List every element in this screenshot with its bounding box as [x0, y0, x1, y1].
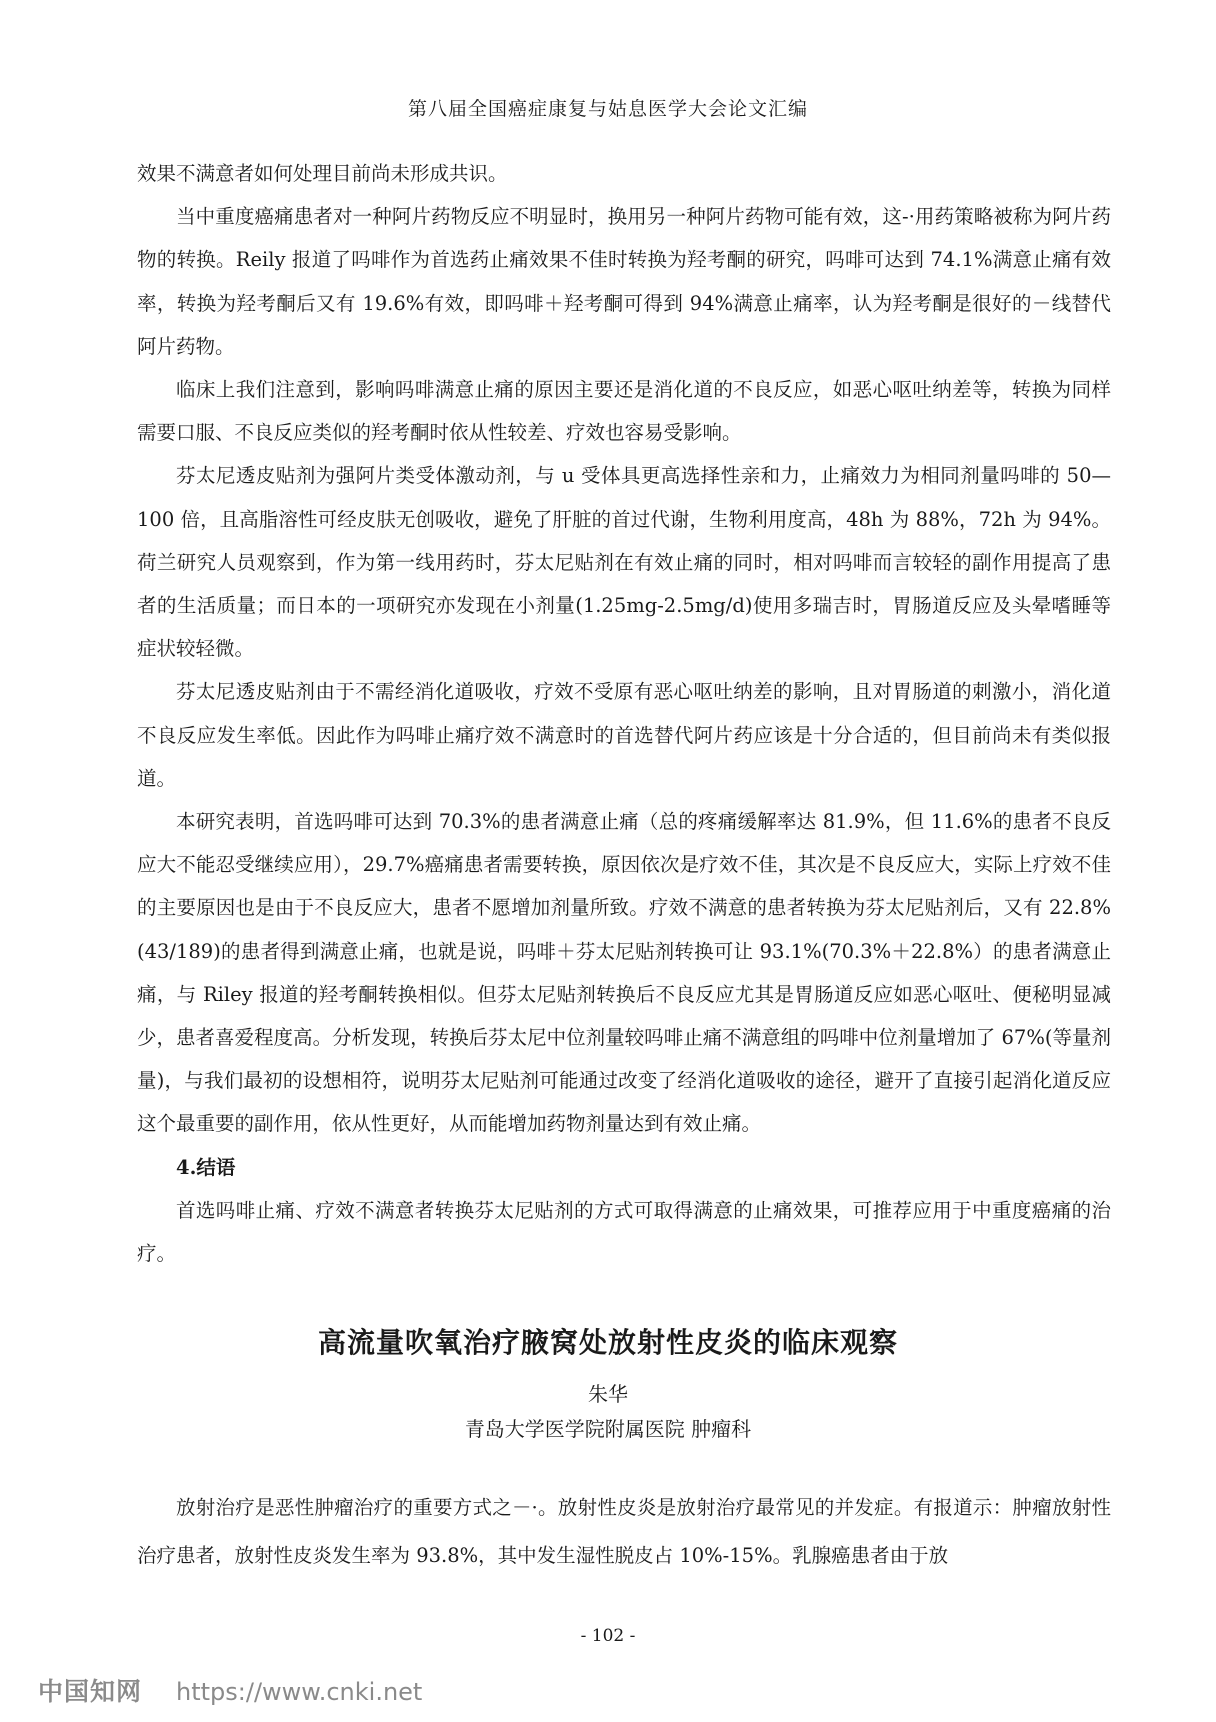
- running-header: 第八届全国癌症康复与姑息医学大会论文汇编: [407, 98, 808, 120]
- body-paragraph: 本研究表明，首选吗啡可达到 70.3%的患者满意止痛（总的疼痛缓解率达 81.9%，但 11.6%的患者不良反应大不能忍受继续应用），29.7%癌痛患者需要转换，原因依次是疗效不佳，其次是不良反应大，实际上疗效不佳的主要原因也是由于不良反应大，患者不愿增加剂量所致。疗效不满意的患者转换为芬太尼贴剂后，又有 22.8%(43/189)的患者得到满意止痛，也就是说，吗啡＋芬太尼贴剂转换可让 93.1%(70.3%＋22.8%）的患者满意止痛，与 Riley 报道的羟考酮转换相似。但芬太尼贴剂转换后不良反应尤其是胃肠道反应如恶心呕吐、便秘明显减少，患者喜爱程度高。分析发现，转换后芬太尼中位剂量较吗啡止痛不满意组的吗啡中位剂量增加了 67%(等量剂量)，与我们最初的设想相符，说明芬太尼贴剂可能通过改变了经消化道吸收的途径，避开了直接引起消化道反应这个最重要的副作用，依从性更好，从而能增加药物剂量达到有效止痛。: [137, 810, 1111, 1136]
- cnki-logo: 中国知网: [38, 1677, 143, 1706]
- body-paragraph: 芬太尼透皮贴剂为强阿片类受体激动剂，与 u 受体具更高选择性亲和力，止痛效力为相同剂量吗啡的 50—100 倍，且高脂溶性可经皮肤无创吸收，避免了肝脏的首过代谢，生物利用度高，48h 为 88%，72h 为 94%。荷兰研究人员观察到，作为第一线用药时，芬太尼贴剂在有效止痛的同时，相对吗啡而言较轻的副作用提高了患者的生活质量；而日本的一项研究亦发现在小剂量(1.25mg-2.5mg/d)使用多瑞吉时，胃肠道反应及头晕嗜睡等症状较轻微。: [137, 464, 1111, 661]
- paper-author: 朱华: [588, 1382, 628, 1406]
- intro-paragraph: 放射治疗是恶性肿瘤治疗的重要方式之－·。放射性皮炎是放射治疗最常见的并发症。有报道示：肿瘤放射性治疗患者，放射性皮炎发生率为 93.8%，其中发生湿性脱皮占 10%-15%。乳腺癌患者由于放: [137, 1496, 1111, 1567]
- paper2-body: [137, 1484, 1111, 1580]
- watermark-url: https://www.cnki.net: [176, 1678, 423, 1706]
- cnki-watermark: [38, 1672, 422, 1706]
- body-paragraph: 临床上我们注意到，影响吗啡满意止痛的原因主要还是消化道的不良反应，如恶心呕吐纳差等，转换为同样需要口服、不良反应类似的羟考酮时依从性较差、疗效也容易受影响。: [137, 378, 1111, 445]
- section-heading: 4.结语: [176, 1155, 236, 1179]
- page-number: - 102 -: [580, 1626, 636, 1646]
- body-paragraph: 当中重度癌痛患者对一种阿片药物反应不明显时，换用另一种阿片药物可能有效，这-·用药策略被称为阿片药物的转换。Reily 报道了吗啡作为首选药止痛效果不佳时转换为羟考酮的研究，吗啡可达到 74.1%满意止痛有效率，转换为羟考酮后又有 19.6%有效，即吗啡＋羟考酮可得到 94%满意止痛率，认为羟考酮是很好的－线替代阿片药物。: [137, 205, 1111, 358]
- conclusion-paragraph: 首选吗啡止痛、疗效不满意者转换芬太尼贴剂的方式可取得满意的止痛效果，可推荐应用于中重度癌痛的治疗。: [137, 1198, 1111, 1266]
- paper-affiliation: 青岛大学医学院附属医院 肿瘤科: [464, 1417, 752, 1441]
- body-paragraph: 效果不满意者如何处理目前尚未形成共识。: [137, 162, 508, 185]
- paper1-body: [137, 152, 1111, 1275]
- body-paragraph: 芬太尼透皮贴剂由于不需经消化道吸收，疗效不受原有恶心呕吐纳差的影响，且对胃肠道的刺激小，消化道不良反应发生率低。因此作为吗啡止痛疗效不满意时的首选替代阿片药应该是十分合适的，但目前尚未有类似报道。: [137, 680, 1111, 790]
- paper-title: 高流量吹氧治疗腋窝处放射性皮炎的临床观察: [317, 1326, 898, 1359]
